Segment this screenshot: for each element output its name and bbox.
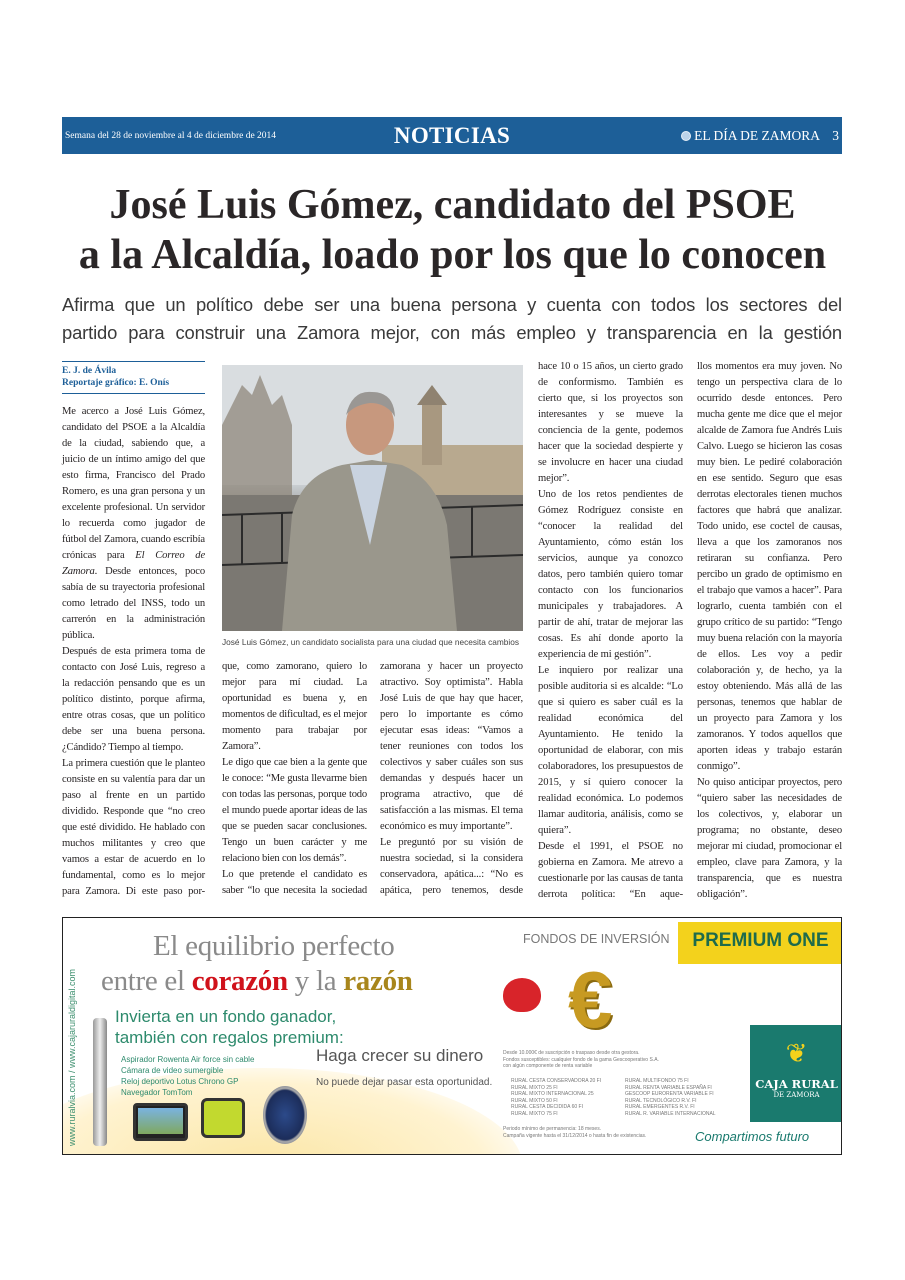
article-column-1 bbox=[62, 404, 205, 900]
paragraph: zamorana y hacer un proyecto atractivo. Soy optimista”. Habla José Luis de que hay que hacer, pero lo importante es cómo ejecutar esas ideas: “Vamos a tener reuniones con todos los colectivos y saber cuáles son sus demandas y después hacer un programa atractivo, que dé satisfacción a las mismas. El tema económico es muy importante”. bbox=[380, 661, 523, 832]
paragraph: hace 10 o 15 años, un cierto grado de conformismo. También es cierto que, si los proyectos son interesantes y se mueve la conciencia de la gente, podemos hacer que la sociedad despierte y se involucre en hacer una ciudad mejor”. bbox=[538, 361, 683, 484]
photo-caption: José Luis Gómez, un candidato socialista para una ciudad que necesita cambios bbox=[222, 637, 520, 647]
advertisement-caja-rural[interactable] bbox=[62, 917, 842, 1155]
newspaper-name: El Correo de Zamora bbox=[62, 550, 205, 577]
byline bbox=[62, 361, 205, 394]
heart-icon bbox=[503, 978, 541, 1012]
article-column-4 bbox=[538, 359, 683, 903]
globe-icon bbox=[681, 131, 691, 141]
article-column-5 bbox=[697, 359, 842, 903]
paragraph: Le digo que cae bien a la gente que le conoce: “Me gusta llevarme bien con todas las personas, porque todo el mundo puede aportar ideas de las que se pueden sacar conclusiones. Tengo un buen carácter y me relaciono bien con los demás”. bbox=[222, 757, 367, 864]
section-title: NOTICIAS bbox=[393, 123, 511, 148]
ad-website-url: www.ruralvia.com / www.cajaruraldigital.com bbox=[67, 968, 77, 1146]
paragraph: Lo que pretende el candidato es saber “lo que necesita la sociedad bbox=[222, 869, 367, 896]
paragraph: La primera cuestión que le planteo consiste en su valentía para dar un paso al frente en un partido dividido. Responde que “no creo que esté dividido. He hablado con muchos militantes y creo que vamos a estar de acuerdo en lo fundamental, como es lo mejor para Zamora. Di este paso por- bbox=[62, 758, 205, 897]
ad-slogan: Compartimos futuro bbox=[695, 1129, 810, 1144]
ad-funds-label: FONDOS DE INVERSIÓN bbox=[523, 932, 670, 946]
ad-opportunity-text: No puede dejar pasar esta oportunidad. bbox=[316, 1077, 493, 1088]
paragraph: que, como zamorano, quiero lo mejor para mí ciudad. La oportunidad es buena y, en momentos de dificultad, es el mejor momento para trabajar por Zamora”. bbox=[222, 661, 367, 752]
gps-image bbox=[133, 1103, 188, 1141]
euro-icon: € bbox=[568, 955, 613, 1044]
paragraph: Después de esta primera toma de contacto con José Luis, regreso a la redacción pensando que es un político distinto, porque afirma, entre otras cosas, que un político debe ser una buena persona. ¿Cándido? Tiempo al tiempo. bbox=[62, 646, 205, 753]
paragraph: llos momentos era muy joven. No tengo un perspectiva clara de lo ocurrido desde entonces. Pero mucha gente me dice que el mejor alcalde de Zamora fue Andrés Luis Calvo. Luego se hicieron las cosas muy bien. Le pediré colaboración en ese sentido. Seguro que esas derrotas electorales tienen muchos factores que habrá que analizar. Todo unido, ese coctel de causas, lleva a que los zamoranos nos retiraran su confianza. Pero percibo un grado de optimismo en el trabajo que vamos a hacer”. Para lograrlo, cuenta también con el grupo crítico de su partido: “Tengo muy buena relación con la mayoría de ellos. Les voy a pedir colaboración y, de hecho, ya la estoy obteniendo. Más allá de las personas, tenemos que hablar de un proyecto para Zamora y los zamoranos. Y todos aquellos que aporten ideas y trabajo estarán conmigo”. bbox=[697, 361, 842, 772]
newspaper-brand bbox=[681, 128, 820, 144]
ad-funds-list-right: RURAL MULTIFONDO 75 FI RURAL RENTA VARIABLE ESPAÑA FI GESCOOP EURORENTA VARIABLE FI RURAL TECNOLÓGICO R.V. FI RURAL EMERGENTES R.V. FI RURAL R. VARIABLE INTERNACIONAL bbox=[625, 1078, 716, 1117]
wheat-icon: ❦ bbox=[785, 1038, 808, 1068]
paragraph: Le inquiero por realizar una posible auditoria si es alcalde: “Lo que si quiero es saber cuál es la realidad económica del Ayuntamiento. He tenido la oportunidad de elaborar, con mis colaboradores, los presupuestos de 2015, y sí quiero conocer la realidad económica. Lo podemos llamar auditoria, análisis, como se quiera”. bbox=[538, 665, 683, 836]
watch-image bbox=[263, 1086, 307, 1144]
ad-invest-text: Invierta en un fondo ganador, también con regalos premium: bbox=[115, 1007, 344, 1047]
caja-rural-logo: ❦ CAJA RURAL DE ZAMORA bbox=[750, 1025, 842, 1122]
issue-date: Semana del 28 de noviembre al 4 de diciembre de 2014 bbox=[65, 131, 277, 141]
ad-headline-1: El equilibrio perfecto bbox=[153, 930, 395, 962]
article-column-3 bbox=[380, 659, 523, 899]
ad-headline-2: entre el corazón y la razón bbox=[101, 965, 413, 997]
paragraph: No quiso anticipar proyectos, pero “quiero saber las necesidades de los colectivos, y, elaborar un programa; no obstante, deseo mejorar mi ciudad, promocionar el empleo, clave para Zamora, y la transparencia, que es nuestra obligación”. bbox=[697, 777, 842, 900]
headline-line-1: José Luis Gómez, candidato del PSOE bbox=[109, 182, 796, 228]
photo-credit: Reportaje gráfico: E. Onís bbox=[62, 378, 170, 388]
ad-grow-text: Haga crecer su dinero bbox=[316, 1046, 484, 1065]
headline-line-2: a la Alcaldía, loado por los que lo conocen bbox=[78, 232, 827, 278]
ad-footer-terms: Periodo mínimo de permanencia: 18 meses. Campaña vigente hasta el 31/12/2014 o hasta fin de existencias. bbox=[503, 1126, 647, 1139]
paragraph: Desde el 1991, el PSOE no gobierna en Zamora. Me atrevo a cuestionarle por las causas de tanta derrota política: “En aque- bbox=[538, 841, 683, 900]
ad-funds-list-left: RURAL CESTA CONSERVADORA 20 FI RURAL MIXTO 25 FI RURAL MIXTO INTERNACIONAL 25 RURAL MIXTO 50 FI RURAL CESTA DECIDIDA 60 FI RURAL MIXTO 75 FI bbox=[511, 1078, 602, 1117]
paragraph: Me acerco a José Luis Gómez, candidato del PSOE a la Alcaldía de la ciudad, sabiendo que, a juicio de un íntimo amigo del que esto firma, Francisco del Prado Romero, es una gran persona y un excelente profesional. Un servidor lo recuerda como jugador de fútbol del Zamora, cuando escribía crónicas para El Correo de Zamora. Desde entonces, poco sabía de su trayectoria profesional como letrado del INSS, todo un carrerón en la administración pública. bbox=[62, 406, 205, 641]
vacuum-image bbox=[93, 1018, 107, 1146]
ad-conditions: Desde 10.000€ de suscripción o traspaso desde otra gestora. Fondos susceptibles: cualquier fondo de la gama Gescooperativo S.A. con algún componente de renta variable bbox=[503, 1050, 659, 1069]
author: E. J. de Ávila bbox=[62, 366, 117, 376]
subtitle-line-1: Afirma que un político debe ser una buena persona y cuenta con todos los sectores del bbox=[62, 294, 842, 315]
section-header-bar bbox=[62, 117, 842, 154]
camera-image bbox=[201, 1098, 245, 1138]
brand-name: EL DÍA DE ZAMORA bbox=[694, 128, 820, 143]
page-number: 3 bbox=[832, 128, 839, 143]
article-column-2 bbox=[222, 659, 367, 899]
ad-product-banner: PREMIUM ONE bbox=[678, 922, 842, 964]
ad-gift-list: Aspirador Rowenta Air force sin cable Cámara de video sumergible Reloj deportivo Lotus Chrono GP Navegador TomTom bbox=[121, 1055, 255, 1097]
paragraph: Le preguntó por su visión de nuestra sociedad, si la considera conservadora, apática...: “No es apática, pero tenemos, desde bbox=[380, 837, 523, 896]
paragraph: Uno de los retos pendientes de Gómez Rodríguez consiste en “conocer la realidad del Ayuntamiento, cómo están los servicios, aunque ya conozco datos, pero también quiero tomar contacto con los funcionarios municipales y trabajadores. A partir de ahí, tratar de mejorar las cosas. Es ahí donde aporto la experiencia de mi gestión”. bbox=[538, 489, 683, 660]
photo-illustration bbox=[222, 365, 523, 631]
subtitle-line-2: partido para construir una Zamora mejor, con más empleo y transparencia en la gestión bbox=[62, 322, 842, 343]
candidate-photo bbox=[222, 365, 523, 631]
